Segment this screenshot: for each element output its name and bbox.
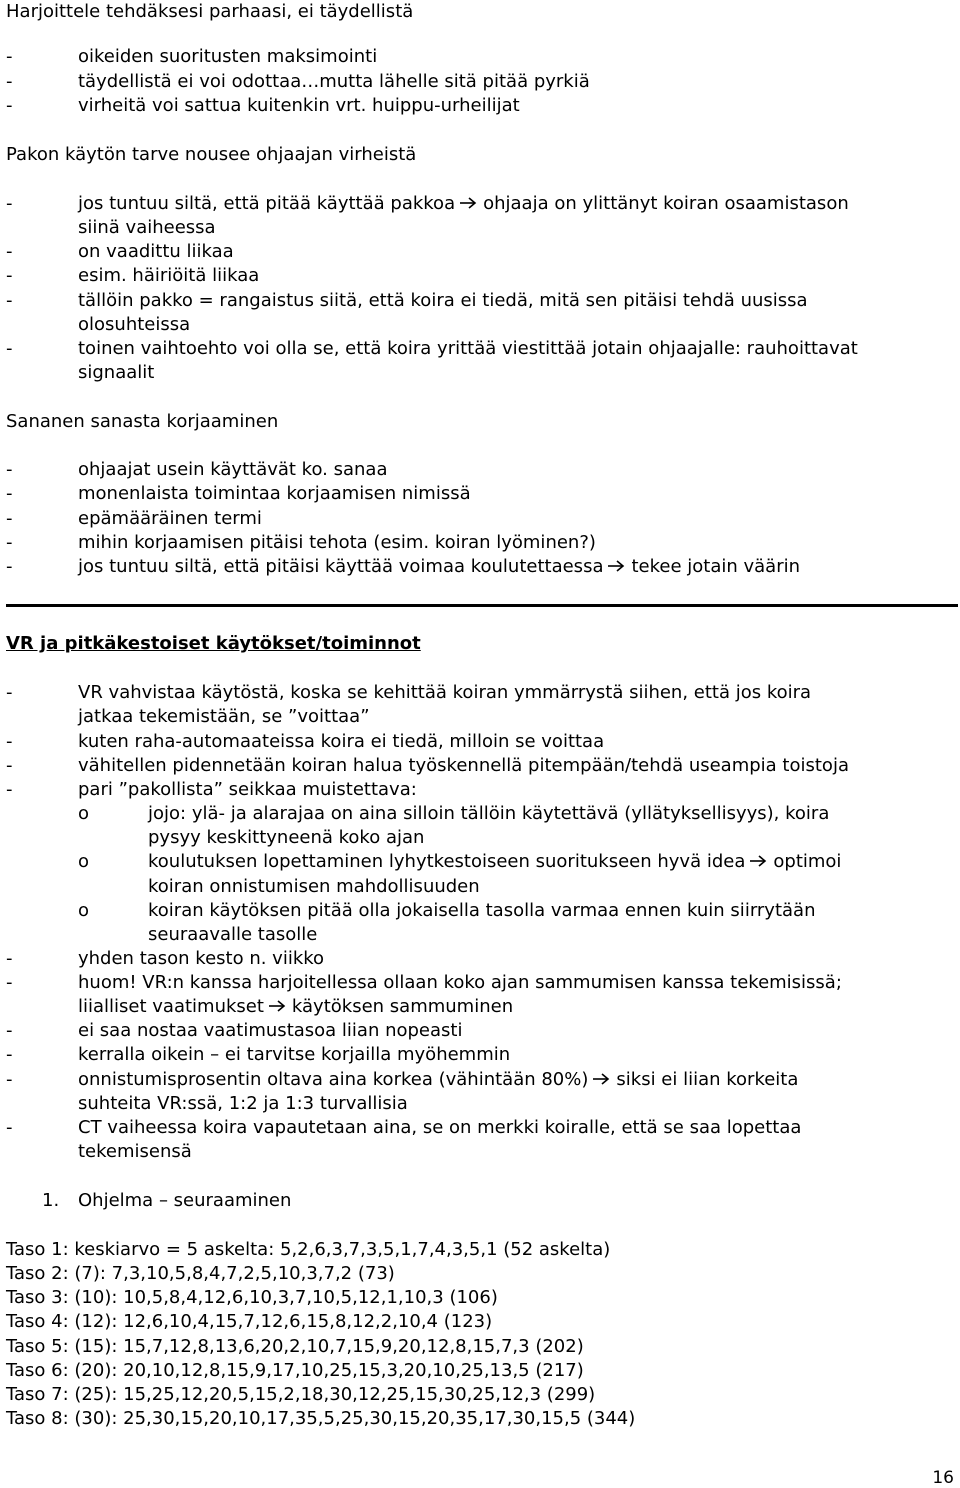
level-line: Taso 3: (10): 10,5,8,4,12,6,10,3,7,10,5,12,1,10,3 (106) bbox=[6, 1287, 498, 1308]
arrow-right-icon bbox=[459, 196, 477, 210]
sub-list-item-continuation: seuraavalle tasolle bbox=[148, 924, 318, 945]
section-title-correction: Sananen sanasta korjaaminen bbox=[6, 411, 279, 432]
section-title-practice: Harjoittele tehdäksesi parhaasi, ei täydellistä bbox=[6, 1, 414, 22]
list-item-continuation: liialliset vaatimukset käytöksen sammuminen bbox=[78, 996, 514, 1017]
level-line: Taso 8: (30): 25,30,15,20,10,17,35,5,25,30,15,20,35,17,30,15,5 (344) bbox=[6, 1408, 636, 1429]
level-line: Taso 1: keskiarvo = 5 askelta: 5,2,6,3,7,3,5,1,7,4,3,5,1 (52 askelta) bbox=[6, 1239, 611, 1260]
section-heading-vr: VR ja pitkäkestoiset käytökset/toiminnot bbox=[6, 633, 421, 654]
list-item-continuation: suhteita VR:ssä, 1:2 ja 1:3 turvallisia bbox=[78, 1093, 408, 1114]
level-line: Taso 7: (25): 15,25,12,20,5,15,2,18,30,12,25,15,30,25,12,3 (299) bbox=[6, 1384, 596, 1405]
sub-list-item-continuation: koiran onnistumisen mahdollisuuden bbox=[148, 876, 480, 897]
level-line: Taso 2: (7): 7,3,10,5,8,4,7,2,5,10,3,7,2 (73) bbox=[6, 1263, 395, 1284]
list-item-continuation: tekemisensä bbox=[78, 1141, 192, 1162]
section-title-force: Pakon käytön tarve nousee ohjaajan virheistä bbox=[6, 144, 417, 165]
list-item-continuation: jatkaa tekemistään, se ”voittaa” bbox=[78, 706, 370, 727]
level-line: Taso 6: (20): 20,10,12,8,15,9,17,10,25,15,3,20,10,25,13,5 (217) bbox=[6, 1360, 584, 1381]
sub-list-item-continuation: pysyy keskittyneenä koko ajan bbox=[148, 827, 425, 848]
page-number: 16 bbox=[932, 1468, 954, 1488]
list-item-continuation: siinä vaiheessa bbox=[78, 217, 216, 238]
horizontal-divider bbox=[6, 604, 958, 607]
arrow-right-icon bbox=[592, 1072, 610, 1086]
list-item-continuation: signaalit bbox=[78, 362, 155, 383]
level-line: Taso 5: (15): 15,7,12,8,13,6,20,2,10,7,15,9,20,12,8,15,7,3 (202) bbox=[6, 1336, 584, 1357]
arrow-right-icon bbox=[268, 999, 286, 1013]
list-item-continuation: olosuhteissa bbox=[78, 314, 191, 335]
level-line: Taso 4: (12): 12,6,10,4,15,7,12,6,15,8,12,2,10,4 (123) bbox=[6, 1311, 493, 1332]
arrow-right-icon bbox=[749, 854, 767, 868]
arrow-right-icon bbox=[607, 559, 625, 573]
